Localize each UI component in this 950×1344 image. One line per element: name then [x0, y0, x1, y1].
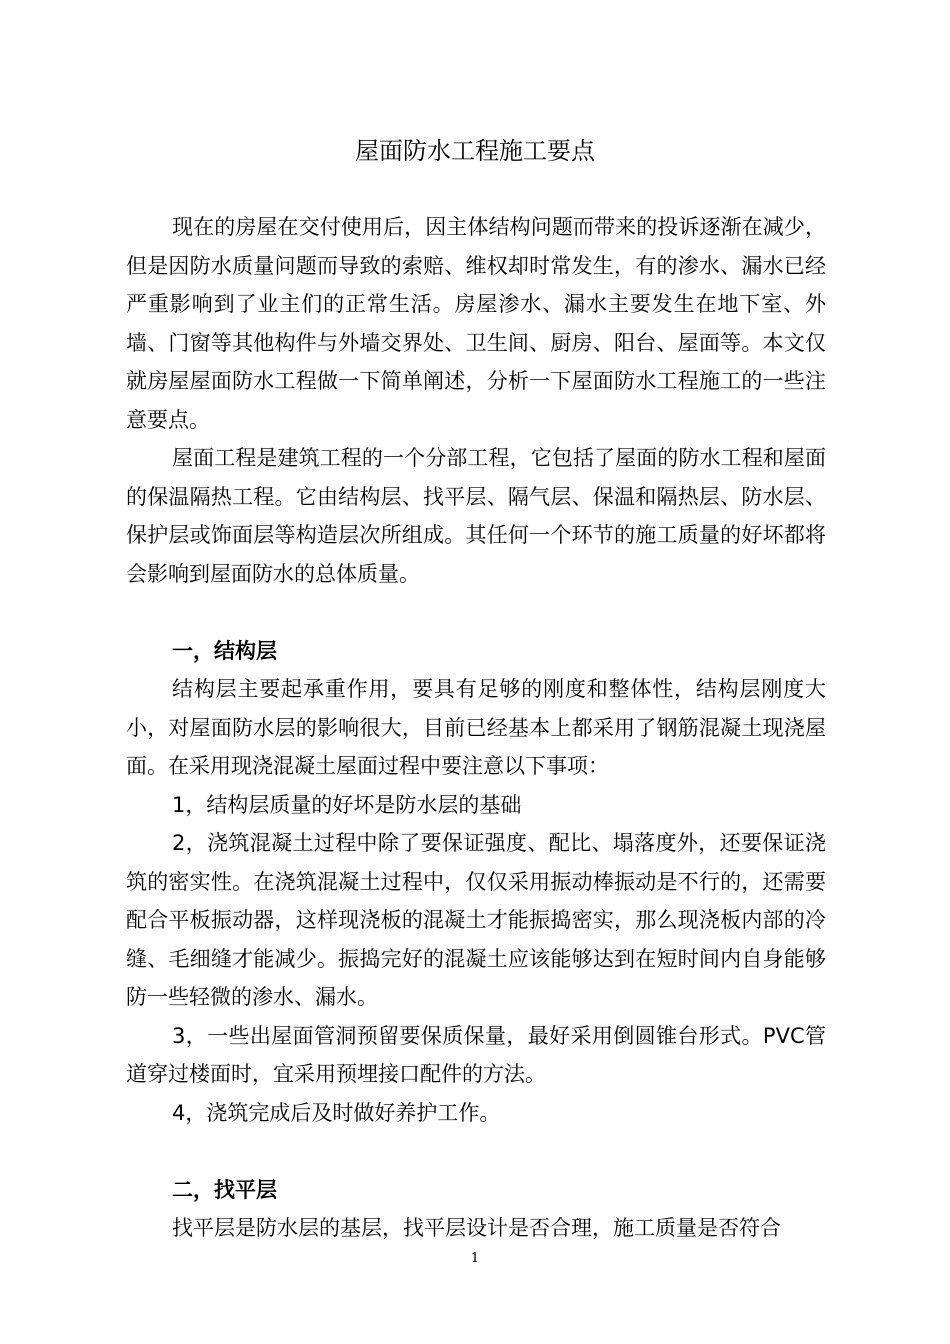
document-body [126, 208, 826, 1248]
section-spacer [126, 593, 826, 632]
section1-item-4: 4，浇筑完成后及时做好养护工作。 [172, 1100, 501, 1125]
section-heading-leveling-layer: 二，找平层 [172, 1177, 277, 1202]
section-heading-structure-layer: 一，结构层 [172, 638, 277, 663]
section1-item-2: 2，浇筑混凝土过程中除了要保证强度、配比、塌落度外，还要保证浇筑的密实性。在浇筑混凝土过程中，仅仅采用振动棒振动是不行的，还需要配合平板振动器，这样现浇板的混凝土才能振捣密实，那么现浇板内部的冷缝、毛细缝才能减少。振捣完好的混凝土应该能够达到在短时间内自身能够防一些轻微的渗水、漏水。 [126, 831, 826, 1009]
section2-paragraph-1: 找平层是防水层的基层，找平层设计是否合理，施工质量是否符合 [172, 1216, 781, 1240]
document-title: 屋面防水工程施工要点 [355, 137, 595, 165]
intro-paragraph-2: 屋面工程是建筑工程的一个分部工程，它包括了屋面的防水工程和屋面的保温隔热工程。它由结构层、找平层、隔气层、保温和隔热层、防水层、保护层或饰面层等构造层次所组成。其任何一个环节的施工质量的好坏都将会影响到屋面防水的总体质量。 [126, 446, 826, 586]
intro-paragraph-1: 现在的房屋在交付使用后，因主体结构问题而带来的投诉逐渐在减少，但是因防水质量问题而导致的索赔、维权却时常发生，有的渗水、漏水已经严重影响到了业主们的正常生活。房屋渗水、漏水主要发生在地下室、外墙、门窗等其他构件与外墙交界处、卫生间、厨房、阳台、屋面等。本文仅就房屋屋面防水工程做一下简单阐述，分析一下屋面防水工程施工的一些注意要点。 [126, 215, 826, 432]
section-spacer [126, 1132, 826, 1171]
section1-paragraph-1: 结构层主要起承重作用，要具有足够的刚度和整体性，结构层刚度大小，对屋面防水层的影响很大，目前已经基本上都采用了钢筋混凝土现浇屋面。在采用现浇混凝土屋面过程中要注意以下事项： [126, 677, 826, 778]
section1-item-1: 1，结构层质量的好坏是防水层的基础 [172, 792, 522, 817]
section1-item-3: 3，一些出屋面管洞预留要保质保量，最好采用倒圆锥台形式。PVC管道穿过楼面时，宜采用预埋接口配件的方法。 [126, 1023, 826, 1086]
page-number: 1 [470, 1251, 480, 1266]
